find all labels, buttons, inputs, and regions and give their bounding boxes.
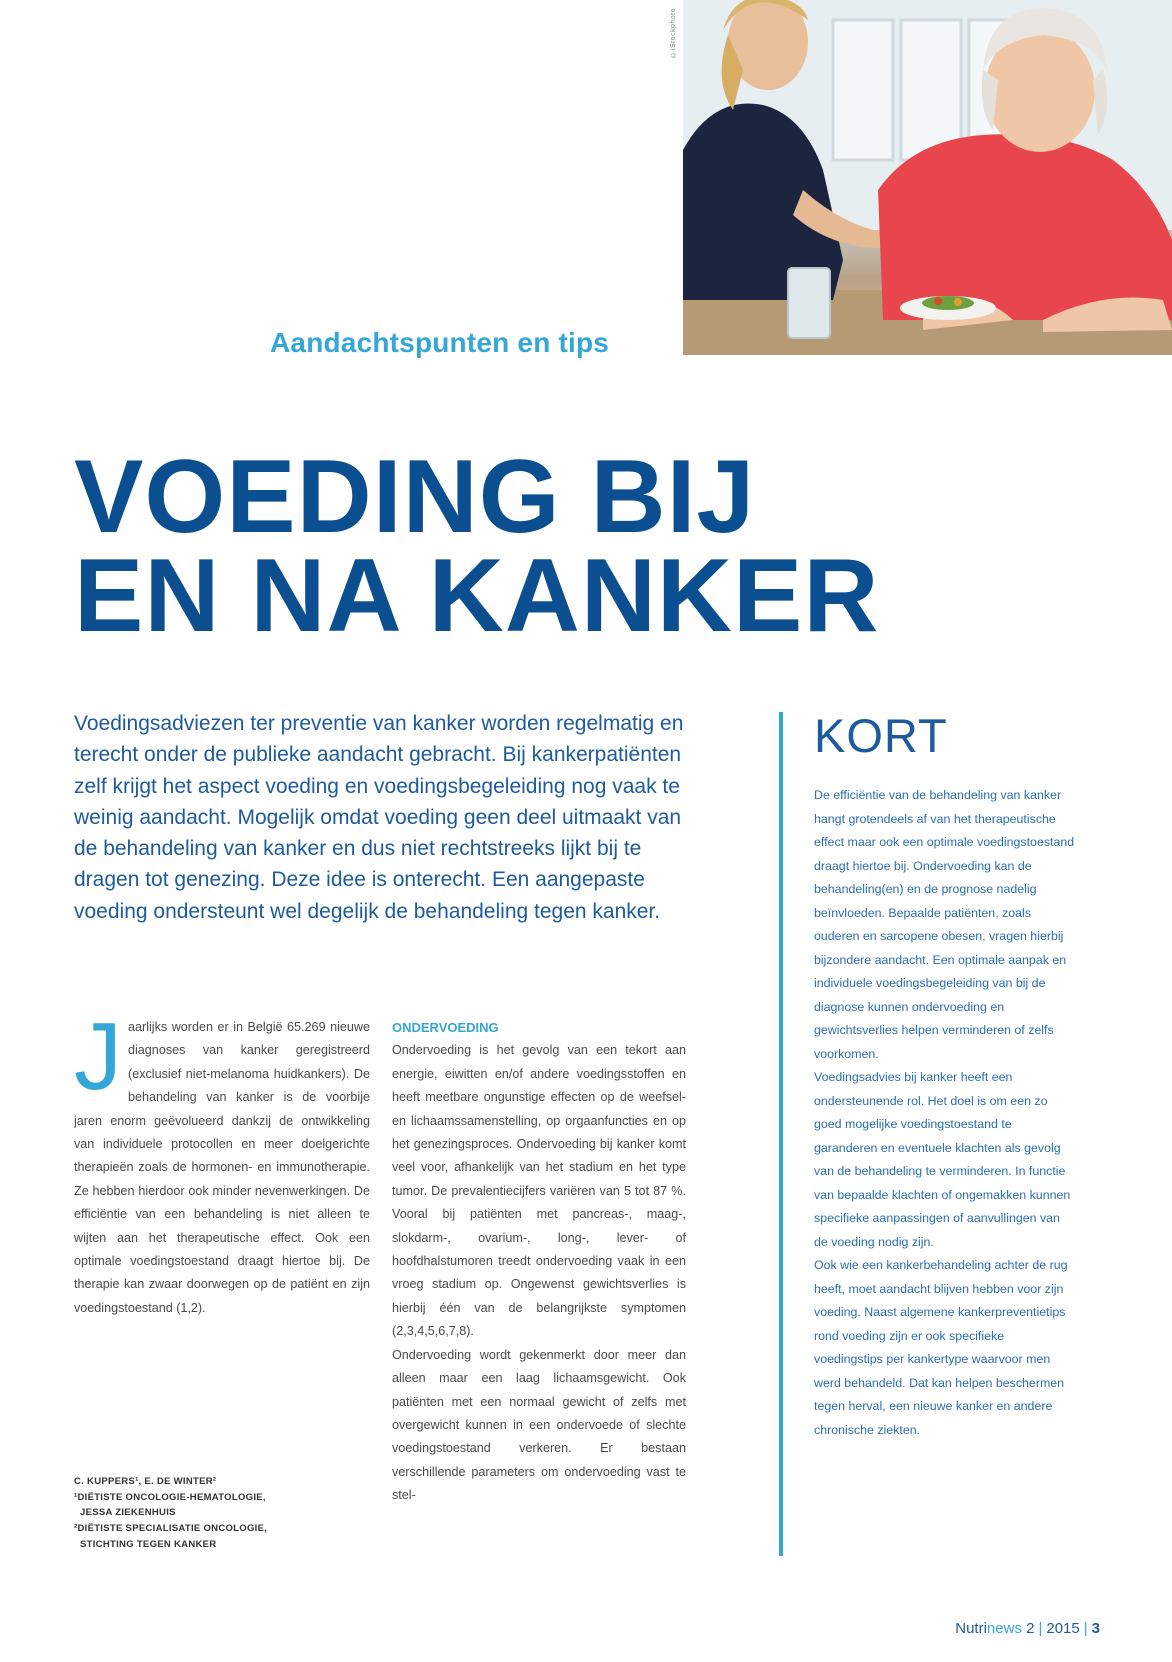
article-column-2	[392, 1016, 686, 1508]
sidebar-title: KORT	[814, 709, 948, 762]
sidebar-paragraph-3: Ook wie een kankerbehandeling achter de rug heeft, moet aandacht blijven hebben voor zijn voeding. Naast algemene kankerpreventietips rond voeding zijn er ook specifieke voedingstips per kankertype waarvoor men werd behandeld. Dat kan helpen beschermen tegen herval, een nieuwe kanker en andere chronische ziekten.	[814, 1258, 1068, 1437]
footer-year: 2015	[1046, 1620, 1080, 1637]
author-credits	[74, 1474, 374, 1553]
header-photo	[683, 0, 1172, 355]
affiliation-1: ¹DIËTISTE ONCOLOGIE-HEMATOLOGIE,	[74, 1491, 266, 1503]
author-names: C. KUPPERS¹, E. DE WINTER²	[74, 1476, 217, 1487]
sidebar-paragraph-1: De efficiëntie van de behandeling van kanker hangt grotendeels af van het therapeutische effect maar ook een optimale voedingstoestand draagt hiertoe bij. Ondervoeding kan de behandeling(en) en de prognose nadelig beïnvloeden. Bepaalde patiënten, zoals ouderen en sarcopene obesen, vragen hierbij bijzondere aandacht. Een optimale aanpak en individuele voedingsbegeleiding van bij de diagnose kunnen ondervoeding en gewichtsverlies helpen verminderen of zelfs voorkomen.	[814, 788, 1075, 1061]
affiliation-2: ²DIËTISTE SPECIALISATIE ONCOLOGIE,	[74, 1523, 268, 1535]
article-column-1	[74, 1003, 370, 1320]
page-number: 3	[1091, 1620, 1100, 1637]
column-2-paragraph-1: Ondervoeding is het gevolg van een tekort aan energie, eiwitten en/of andere voedingsstoffen en heeft meetbare ongunstige effecten op de weefsel- en lichaamssamenstelling, op orgaanfuncties en op het genezingsproces. Ondervoeding bij kanker komt veel voor, afhankelijk van het stadium en het type tumor. De prevalentiecijfers variëren van 5 tot 87 %. Vooral bij patiënten met pancreas-, maag-, slokdarm-, ovarium-, long-, lever- of hoofdhalstumoren treedt ondervoeding vaak in een vroeg stadium op. Ongewenst gewichtsverlies is hierbij één van de belangrijkste symptomen (2,3,4,5,6,7,8).	[392, 1043, 686, 1339]
intro-paragraph: Voedingsadviezen ter preventie van kanker worden regelmatig en terecht onder de publieke aandacht gebracht. Bij kankerpatiënten zelf krijgt het aspect voeding en voedingsbegeleiding nog vaak te weinig aandacht. Mogelijk omdat voeding geen deel uitmaakt van de behandeling van kanker en dus niet rechtstreeks lijkt bij te dragen tot genezing. Deze idee is onterecht. Een aangepaste voeding ondersteunt wel degelijk de behandeling tegen kanker.	[74, 712, 684, 923]
footer-brand-b: news	[986, 1620, 1022, 1637]
page-title	[74, 439, 880, 654]
column-1-text: aarlijks worden er in België 65.269 nieuwe diagnoses van kanker geregistreerd (exclusief niet-melanoma huidkankers). De behandeling van kanker is de voorbije jaren enorm geëvolueerd dankzij de ontwikkeling van individuele protocollen en meer doelgerichte therapieën zoals de hormonen- en immunotherapie. Ze hebben hierdoor ook minder nevenwerkingen. De efficiëntie van een behandeling is niet alleen te wijten aan het therapeutische effect. Ook een optimale voedingstoestand draagt hiertoe bij. De therapie kan zwaar doorwegen op de patiënt en zijn voedingstoestand (1,2).	[74, 1020, 370, 1315]
sidebar-body	[814, 784, 1076, 1442]
column-2-paragraph-2: Ondervoeding wordt gekenmerkt door meer dan alleen maar een laag lichaamsgewicht. Ook patiënten met een normaal gewicht of zelfs met overgewicht kunnen in een ondervoede of slechte voedingstoestand verkeren. Er bestaan verschillende parameters om ondervoeding vast te stel-	[392, 1347, 686, 1503]
page-footer: Nutrinews 2 | 2015 | 3	[955, 1620, 1100, 1637]
title-line-1: VOEDING BIJ	[74, 439, 756, 555]
dropcap: J	[74, 1003, 122, 1110]
title-line-2: EN NA KANKER	[74, 538, 880, 654]
footer-brand-a: Nutri	[955, 1620, 987, 1637]
sidebar-rule	[779, 712, 783, 1556]
affiliation-1-org: JESSA ZIEKENHUIS	[80, 1507, 176, 1519]
footer-issue: 2	[1026, 1620, 1035, 1637]
affiliation-2-org: STICHTING TEGEN KANKER	[80, 1538, 217, 1550]
section-heading: ONDERVOEDING	[392, 1020, 499, 1035]
photo-credit: ©iStockphoto	[670, 8, 677, 58]
kicker: Aandachtspunten en tips	[270, 327, 610, 358]
sidebar-paragraph-2: Voedingsadvies bij kanker heeft een ondersteunende rol. Het doel is om een zo goed mogelijke voedingstoestand te garanderen en eventuele klachten als gevolg van de behandeling te verminderen. In functie van bepaalde klachten of ongemakken kunnen specifieke aanpassingen of aanvullingen van de voeding nodig zijn.	[814, 1070, 1071, 1249]
